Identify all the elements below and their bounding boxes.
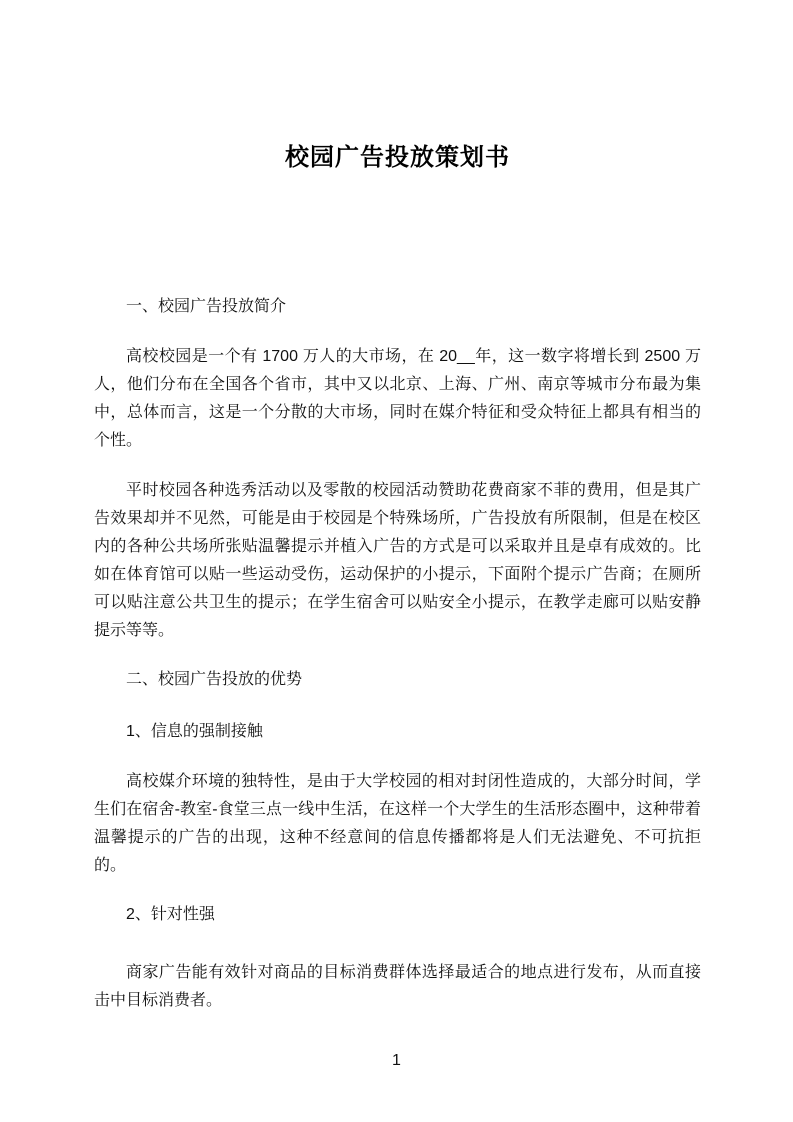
page-number: 1 (392, 1052, 401, 1069)
section-1-paragraph-1: 高校校园是一个有 1700 万人的大市场，在 20__年，这一数字将增长到 2500 万人，他们分布在全国各个省市，其中又以北京、上海、广州、南京等城市分布最为集中，总体而言，这是一个分散的大市场，同时在媒介特征和受众特征上都具有相当的个性。 (94, 348, 701, 449)
section-2-heading: 二、校园广告投放的优势 (126, 671, 303, 688)
document-title: 校园广告投放策划书 (285, 144, 510, 171)
section-1-paragraph-2: 平时校园各种选秀活动以及零散的校园活动赞助花费商家不菲的费用，但是其广告效果却并不见然，可能是由于校园是个特殊场所，广告投放有所限制，但是在校区内的各种公共场所张贴温馨提示并植入广告的方式是可以采取并且是卓有成效的。比如在体育馆可以贴一些运动受伤，运动保护的小提示，下面附个提示广告商；在厕所可以贴注意公共卫生的提示；在学生宿舍可以贴安全小提示，在教学走廊可以贴安静提示等等。 (94, 482, 701, 639)
document-content (94, 0, 701, 1015)
section-2-sub-2-heading: 2、针对性强 (126, 906, 215, 923)
section-2-sub-2-paragraph: 商家广告能有效针对商品的目标消费群体选择最适合的地点进行发布，从而直接击中目标消费者。 (94, 964, 701, 1009)
section-2-sub-1-paragraph: 高校媒介环境的独特性，是由于大学校园的相对封闭性造成的，大部分时间，学生们在宿舍-教室-食堂三点一线中生活，在这样一个大学生的生活形态圈中，这种带着温馨提示的广告的出现，这种不经意间的信息传播都将是人们无法避免、不可抗拒的。 (94, 773, 701, 874)
section-1-heading: 一、校园广告投放简介 (126, 298, 287, 315)
section-2-sub-1-heading: 1、信息的强制接触 (126, 723, 263, 740)
